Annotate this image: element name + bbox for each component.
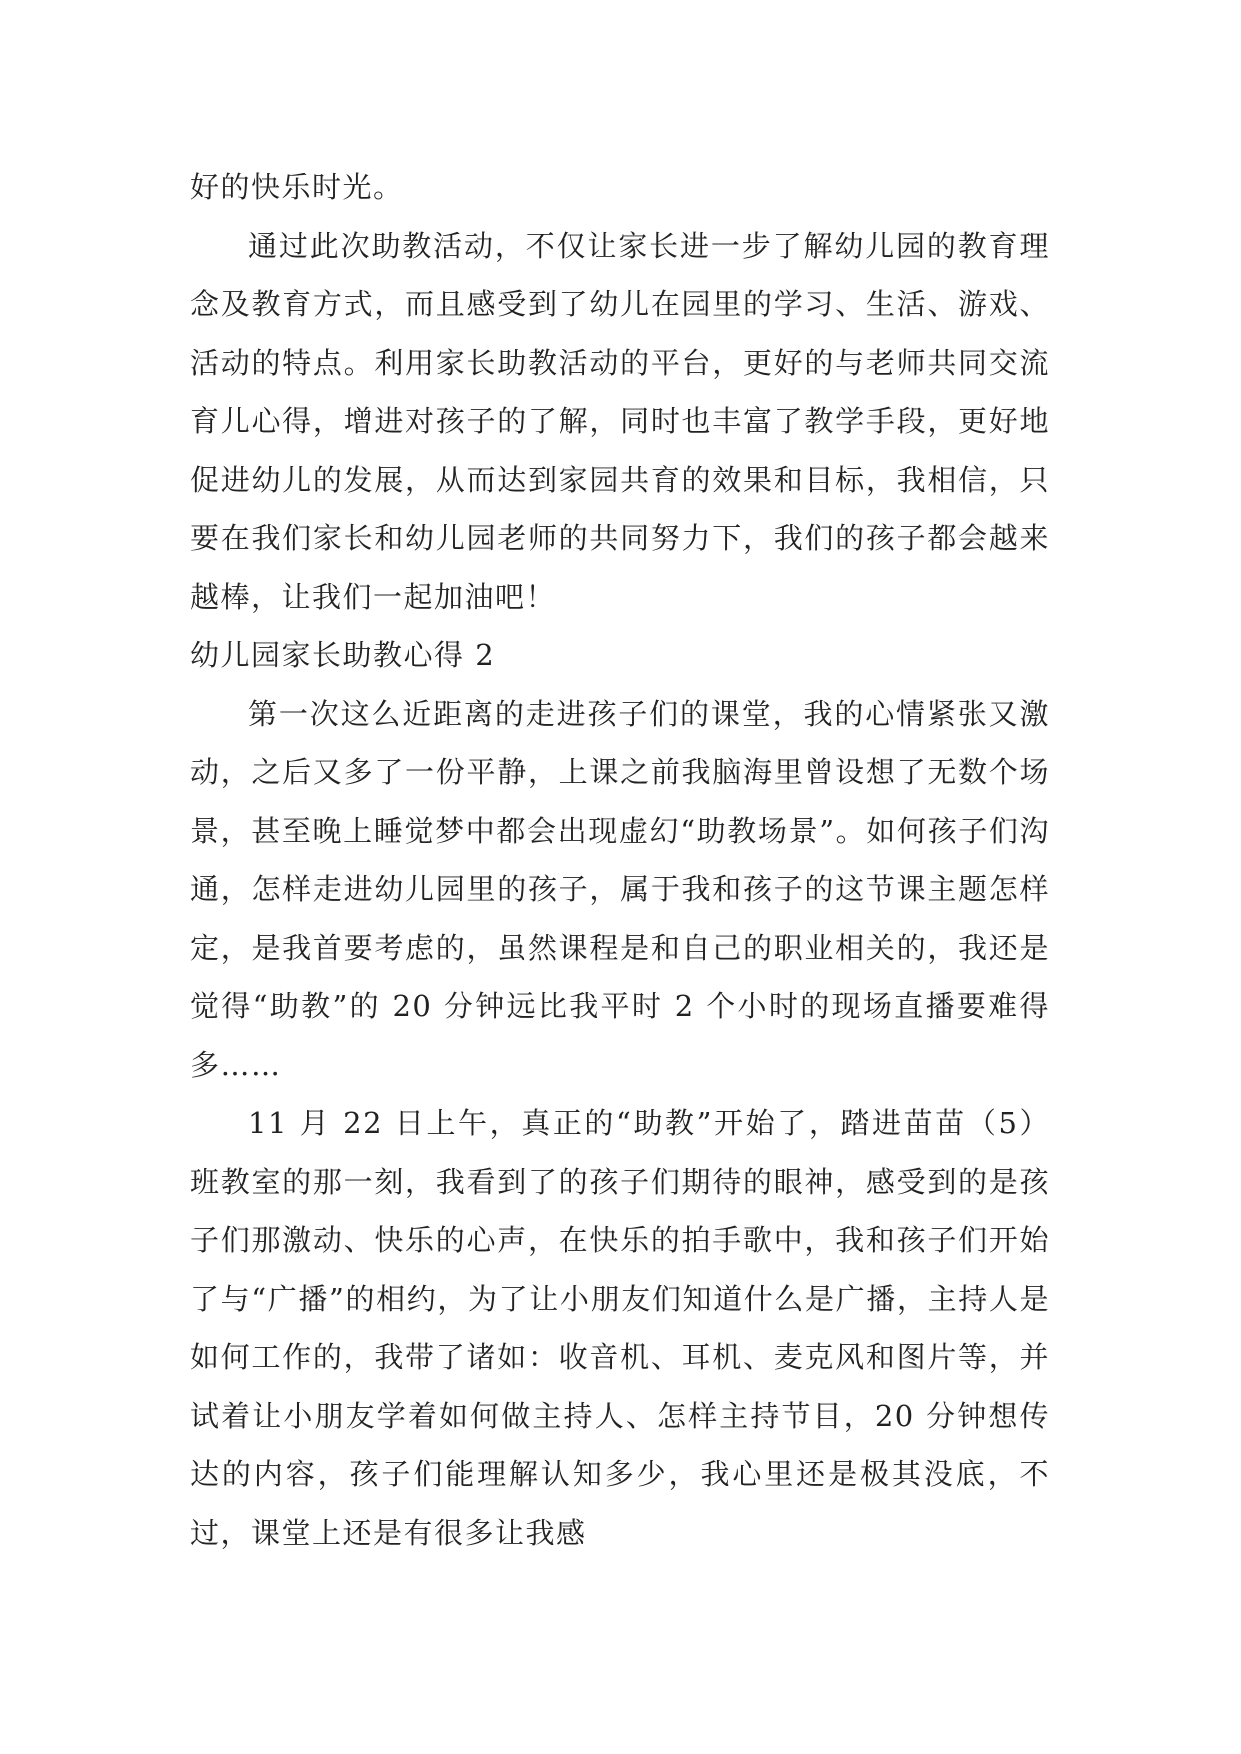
paragraph-first-visit: 第一次这么近距离的走进孩子们的课堂，我的心情紧张又激动，之后又多了一份平静，上课之前我脑海里曾设想了无数个场景，甚至晚上睡觉梦中都会出现虚幻“助教场景”。如何孩子们沟通，怎样走进幼儿园里的孩子，属于我和孩子的这节课主题怎样定，是我首要考虑的，虽然课程是和自己的职业相关的，我还是觉得“助教”的 20 分钟远比我平时 2 个小时的现场直播要难得多……: [190, 696, 1050, 1082]
paragraph-summary: 通过此次助教活动，不仅让家长进一步了解幼儿园的教育理念及教育方式，而且感受到了幼儿在园里的学习、生活、游戏、活动的特点。利用家长助教活动的平台，更好的与老师共同交流育儿心得，增进对孩子的了解，同时也丰富了教学手段，更好地促进幼儿的发展，从而达到家园共育的效果和目标，我相信，只要在我们家长和幼儿园老师的共同努力下，我们的孩子都会越来越棒，让我们一起加油吧！: [190, 228, 1050, 614]
paragraph-continuation: 好的快乐时光。: [190, 170, 404, 204]
paragraph-class-day: 11 月 22 日上午，真正的“助教”开始了，踏进苗苗（5）班教室的那一刻，我看到了的孩子们期待的眼神，感受到的是孩子们那激动、快乐的心声，在快乐的拍手歌中，我和孩子们开始了与“广播”的相约，为了让小朋友们知道什么是广播，主持人是如何工作的，我带了诸如：收音机、耳机、麦克风和图片等，并试着让小朋友学着如何做主持人、怎样主持节目，20 分钟想传达的内容，孩子们能理解认知多少，我心里还是极其没底，不过，课堂上还是有很多让我感: [190, 1106, 1050, 1550]
section-title: 幼儿园家长助教心得 2: [190, 638, 496, 672]
document-body: [190, 158, 1050, 1562]
